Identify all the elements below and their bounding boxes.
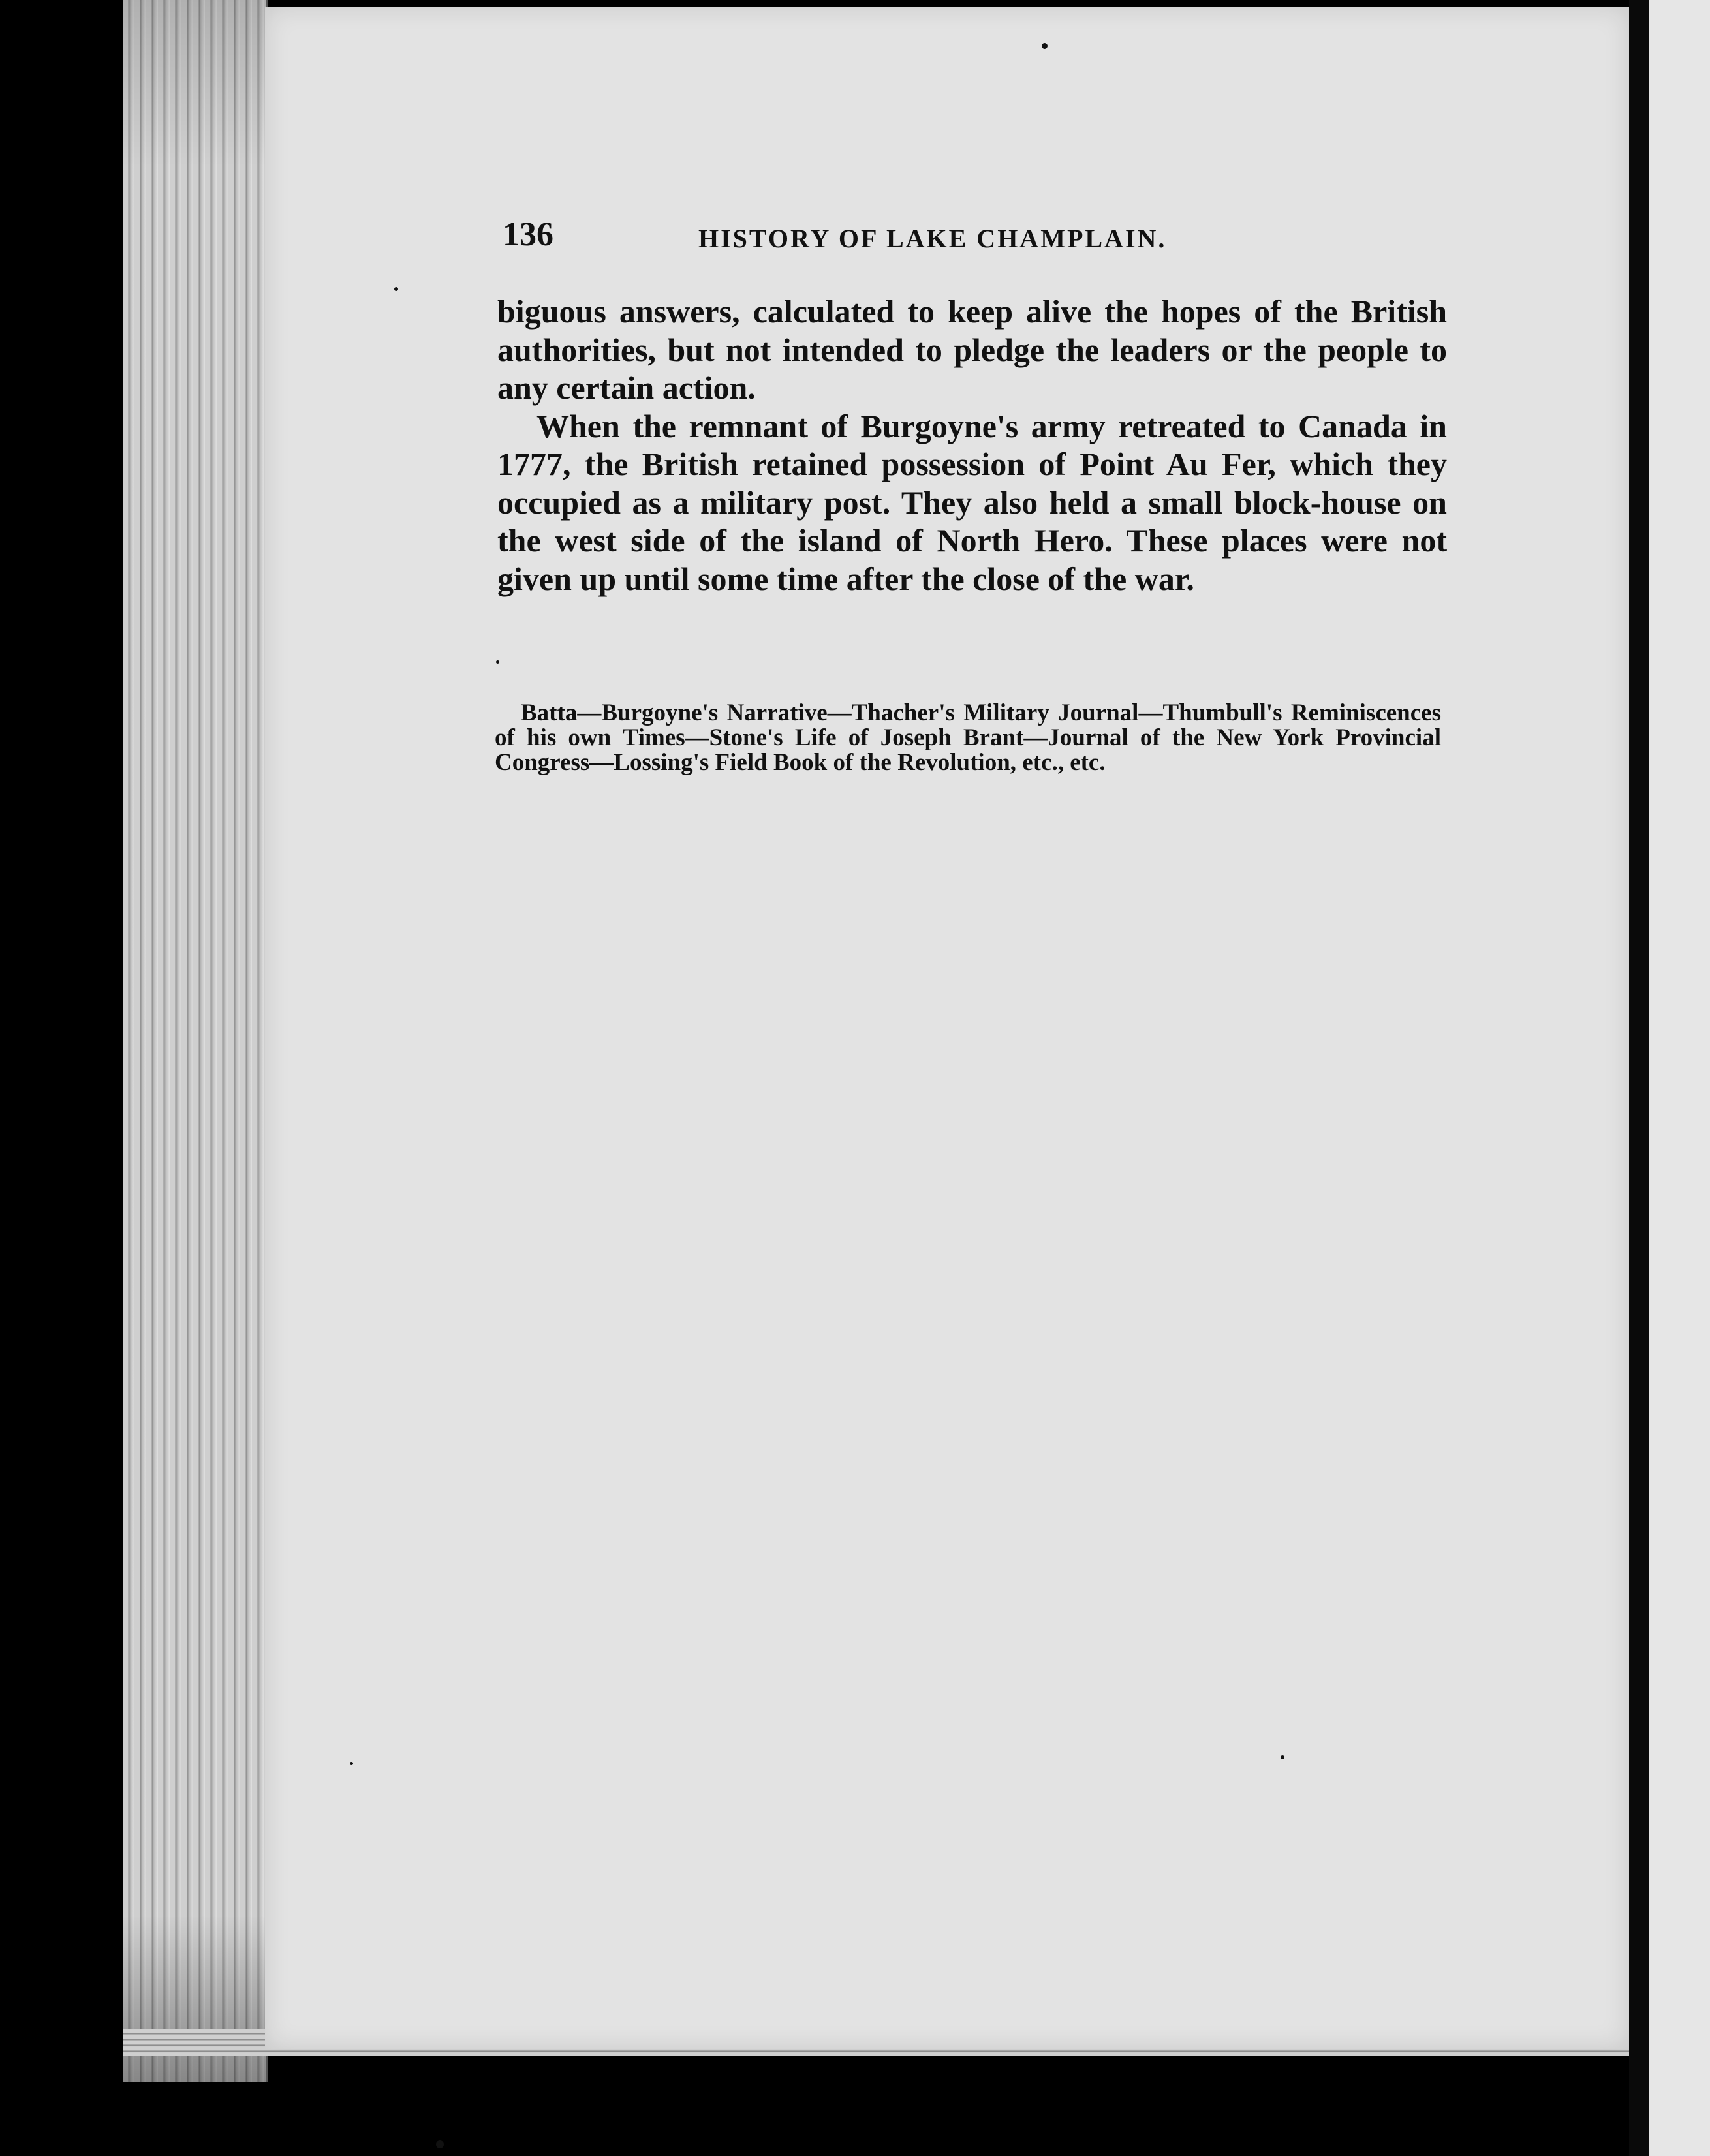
scan-speck	[1042, 43, 1048, 49]
scan-speck	[394, 287, 398, 291]
scan-speck	[436, 2140, 444, 2148]
body-text	[497, 292, 1447, 598]
source-references: Batta—Burgoyne's Narrative—Thacher's Military Journal—Thumbull's Reminiscences of his own Times—Stone's Life of Joseph Brant—Journal of the New York Provincial Congress—Lossing's Field Book of the Revolution, etc., etc.	[495, 700, 1441, 776]
scan-speck	[1281, 1755, 1284, 1759]
book-page-edges	[123, 0, 268, 2082]
paragraph: When the remnant of Burgoyne's army retreated to Canada in 1777, the British retained possession of Point Au Fer, which they occupied as a military post. They also held a small block-house on the west side of the island of North Hero. These places were not given up until some time after the close of the war.	[497, 407, 1447, 597]
running-head	[503, 215, 1253, 254]
scan-speck	[496, 660, 499, 664]
book-binding-gutter	[1629, 0, 1649, 2156]
page-number: 136	[503, 216, 553, 253]
paragraph: biguous answers, calculated to keep alive the hopes of the British authorities, but not intended to pledge the leaders or the people to any certain action.	[497, 293, 1447, 406]
running-title: HISTORY OF LAKE CHAMPLAIN.	[698, 224, 1167, 253]
facing-page-sliver	[1649, 0, 1710, 2156]
scan-speck	[350, 1762, 353, 1765]
